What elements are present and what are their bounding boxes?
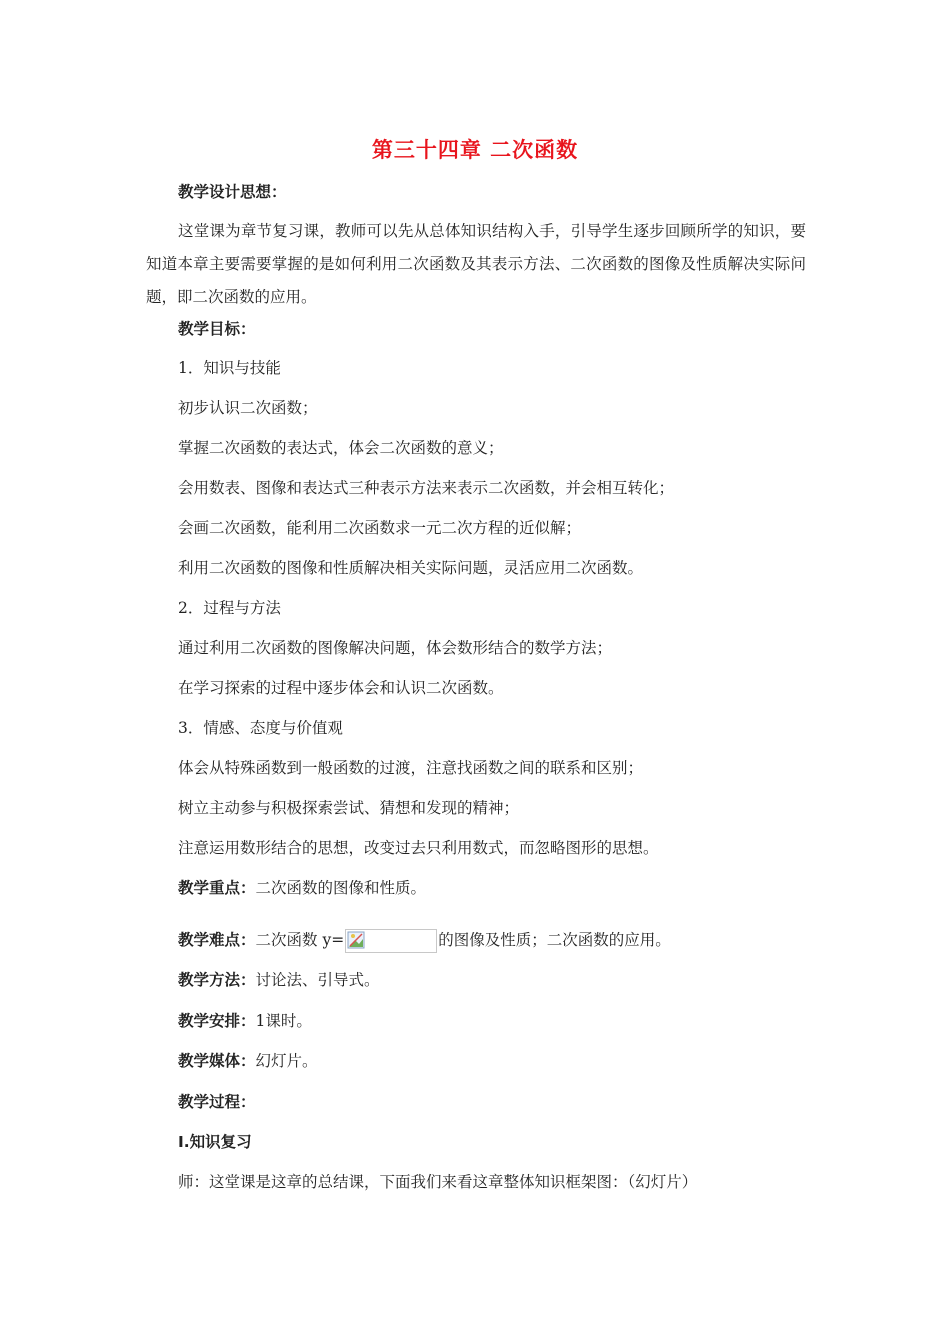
media-label: 教学媒体： [178, 1052, 256, 1070]
method [178, 970, 380, 990]
goals-section-1: 1．知识与技能 [178, 359, 281, 377]
goal-item: 注意运用数形结合的思想，改变过去只利用数式，而忽略图形的思想。 [178, 839, 659, 857]
goal-item: 在学习探索的过程中逐步体会和认识二次函数。 [178, 679, 504, 697]
goal-item: 树立主动参与积极探索尝试、猜想和发现的精神； [178, 799, 520, 817]
goal-item: 通过利用二次函数的图像解决问题，体会数形结合的数学方法； [178, 639, 613, 657]
goal-item: 掌握二次函数的表达式，体会二次函数的意义； [178, 439, 504, 457]
method-label: 教学方法： [178, 971, 256, 989]
process-heading: 教学过程： [178, 1093, 256, 1111]
goal-item: 会用数表、图像和表达式三种表示方法来表示二次函数，并会相互转化； [178, 479, 675, 497]
difficulty-prefix: 二次函数 y= [255, 931, 345, 949]
key-point [178, 878, 426, 898]
goal-item: 会画二次函数，能利用二次函数求一元二次方程的近似解； [178, 519, 582, 537]
design-paragraph: 这堂课为章节复习课，教师可以先从总体知识结构入手，引导学生逐步回顾所学的知识，要知道本章主要需要掌握的是如何利用二次函数及其表示方法、二次函数的图像及性质解决实际问题，即二次函数的应用。 [146, 222, 806, 306]
broken-image-icon [345, 929, 437, 953]
goal-item: 初步认识二次函数； [178, 399, 318, 417]
goal-item: 利用二次函数的图像和性质解决相关实际问题，灵活应用二次函数。 [178, 559, 644, 577]
arrangement-text: 1课时。 [255, 1012, 312, 1030]
page-title: 第三十四章 二次函数 [371, 138, 579, 162]
media [178, 1051, 318, 1071]
key-point-text: 二次函数的图像和性质。 [255, 879, 427, 897]
method-text: 讨论法、引导式。 [255, 971, 380, 989]
media-text: 幻灯片。 [255, 1052, 318, 1070]
design-heading: 教学设计思想： [178, 183, 287, 201]
goals-heading: 教学目标： [178, 320, 256, 338]
difficulty-label: 教学难点： [178, 931, 256, 949]
teacher-line: 师：这堂课是这章的总结课，下面我们来看这章整体知识框架图：（幻灯片） [178, 1173, 698, 1191]
goals-section-3: 3．情感、态度与价值观 [178, 719, 343, 737]
goal-item: 体会从特殊函数到一般函数的过渡，注意找函数之间的联系和区别； [178, 759, 644, 777]
goals-section-2: 2．过程与方法 [178, 599, 281, 617]
process-section: Ⅰ.知识复习 [178, 1133, 252, 1151]
difficulty-suffix: 的图像及性质；二次函数的应用。 [438, 931, 671, 949]
difficulty [178, 929, 671, 953]
key-point-label: 教学重点： [178, 879, 256, 897]
arrangement-label: 教学安排： [178, 1012, 256, 1030]
arrangement [178, 1011, 312, 1031]
